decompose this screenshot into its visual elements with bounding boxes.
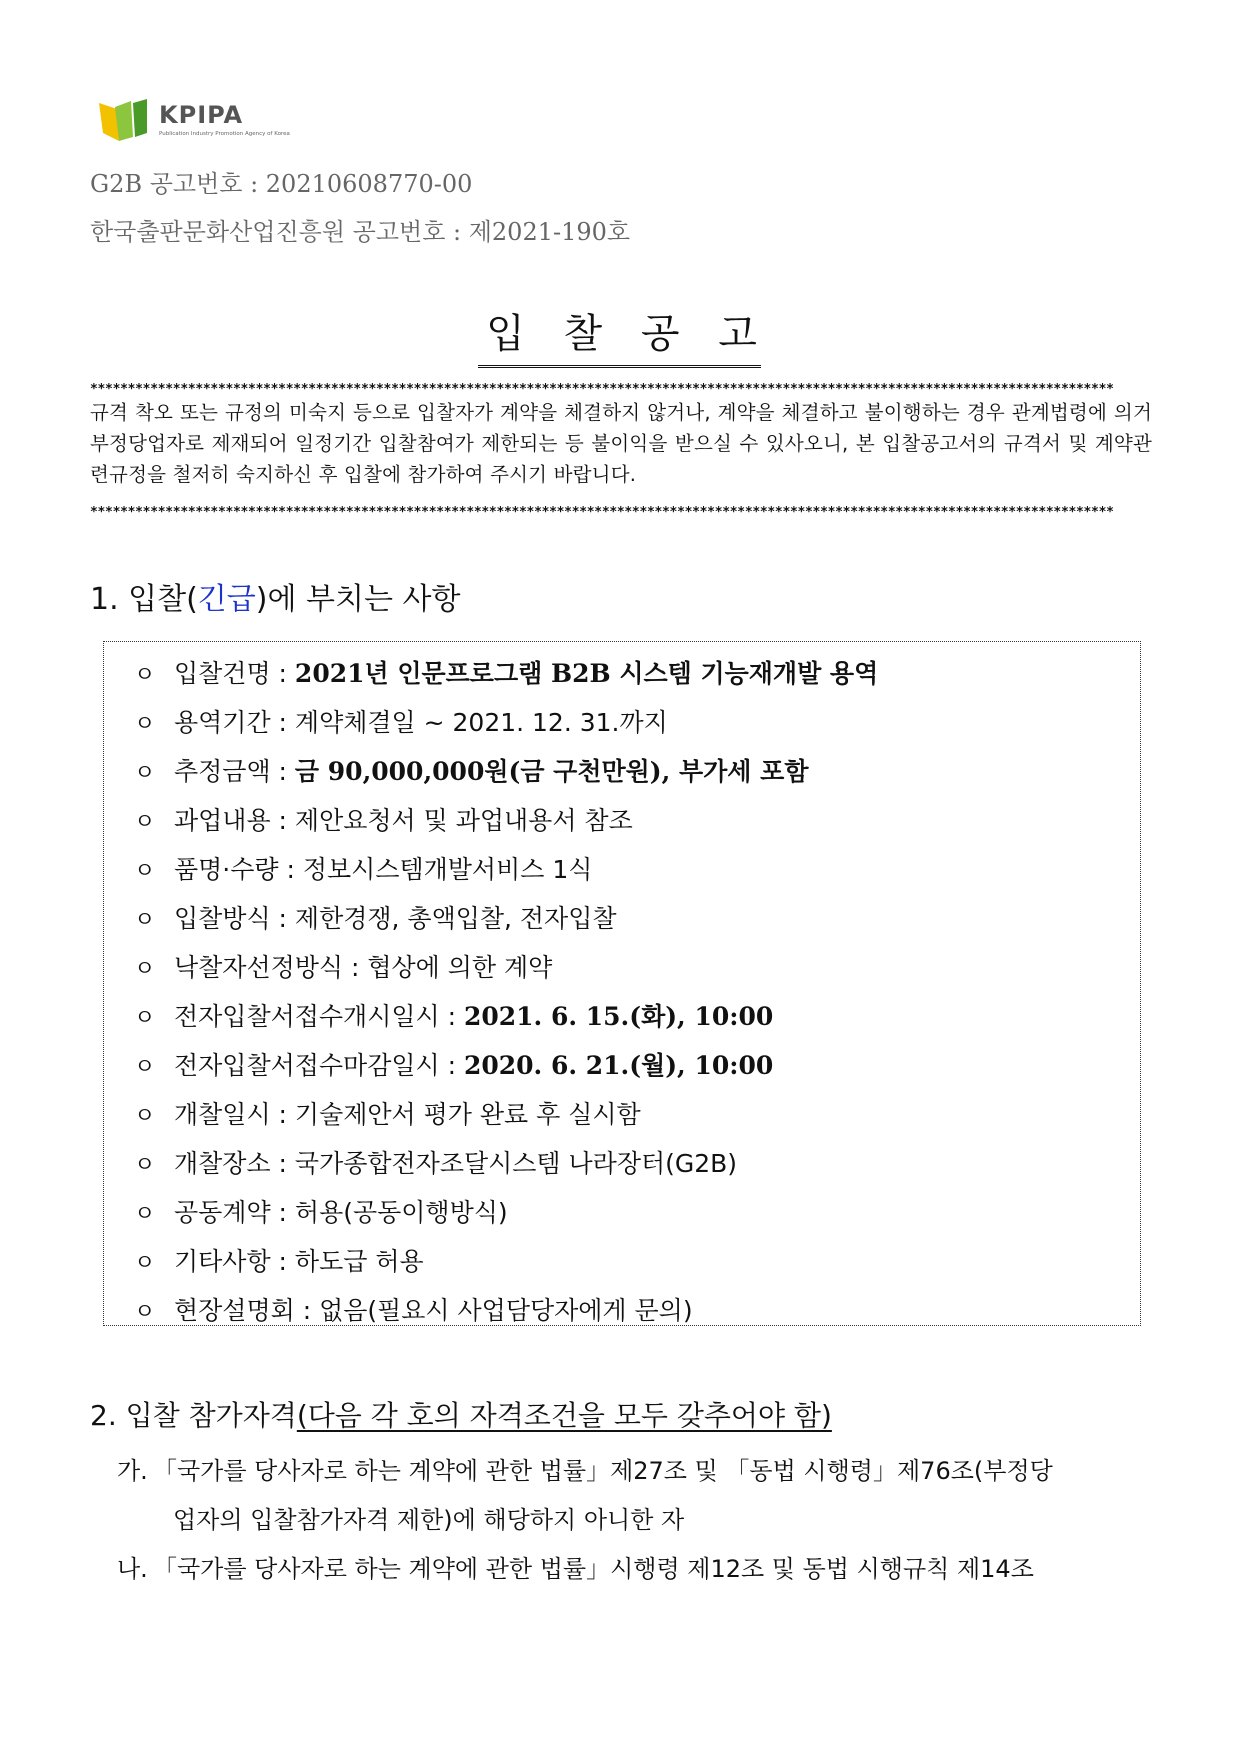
list-item: ㅇ 과업내용 : 제안요청서 및 과업내용서 참조 <box>134 806 633 835</box>
list-item: ㅇ 추정금액 : 금 90,000,000원(금 구천만원), 부가세 포함 <box>134 757 809 786</box>
section1-heading: 1. 입찰(긴급)에 부치는 사항 <box>90 582 461 617</box>
g2b-notice-number: G2B 공고번호 : 20210608770-00 <box>90 170 473 198</box>
urgent-label: 긴급 <box>197 582 256 617</box>
kpipa-logo <box>97 95 290 147</box>
clause-na-mark: 나. <box>117 1555 148 1583</box>
list-item: ㅇ 전자입찰서접수개시일시 : 2021. 6. 15.(화), 10:00 <box>134 1002 774 1031</box>
list-item: ㅇ 입찰방식 : 제한경쟁, 총액입찰, 전자입찰 <box>134 904 617 933</box>
clause-ga-line2: 업자의 입찰참가자격 제한)에 해당하지 아니한 자 <box>173 1506 685 1534</box>
notice-text: 규격 착오 또는 규정의 미숙지 등으로 입찰자가 계약을 체결하지 않거나, 계약을 체결하고 불이행하는 경우 관계법령에 의거 부정당업자로 제재되어 일정기간 입찰참여가 제한되는 등 불이익을 받으실 수 있사오니, 본 입찰공고서의 규격서 및 계약관련규정을 철저히 숙지하신 후 입찰에 참가하여 주시기 바랍니다. <box>90 401 1152 486</box>
list-item: ㅇ 공동계약 : 허용(공동이행방식) <box>134 1198 508 1227</box>
list-item: ㅇ 품명·수량 : 정보시스템개발서비스 1식 <box>134 855 593 884</box>
list-item: ㅇ 개찰장소 : 국가종합전자조달시스템 나라장터(G2B) <box>134 1149 738 1178</box>
bid-details-box <box>103 641 1141 1326</box>
clause-ga-mark: 가. <box>117 1457 148 1485</box>
list-item: ㅇ 용역기간 : 계약체결일 ~ 2021. 12. 31.까지 <box>134 708 668 737</box>
book-logo-icon <box>97 95 157 147</box>
notice-divider-bottom: **************************************************************************************************************************************** <box>90 505 1114 520</box>
kpipa-notice-number: 한국출판문화산업진흥원 공고번호 : 제2021-190호 <box>90 218 631 246</box>
notice-divider-top: **************************************************************************************************************************************** <box>90 382 1114 397</box>
logo-subtitle: Publication Industry Promotion Agency of Korea <box>159 131 290 137</box>
logo-wordmark: KPIPA <box>159 101 244 129</box>
list-item: ㅇ 낙찰자선정방식 : 협상에 의한 계약 <box>134 953 553 982</box>
list-item: ㅇ 입찰건명 : 2021년 인문프로그램 B2B 시스템 기능재개발 용역 <box>134 659 879 688</box>
list-item: ㅇ 현장설명회 : 없음(필요시 사업담당자에게 문의) <box>134 1296 693 1325</box>
section2-heading: 2. 입찰 참가자격(다음 각 호의 자격조건을 모두 갖추어야 함) <box>90 1399 832 1432</box>
list-item: ㅇ 개찰일시 : 기술제안서 평가 완료 후 실시함 <box>134 1100 641 1129</box>
clause-na-line1: 「국가를 당사자로 하는 계약에 관한 법률」시행령 제12조 및 동법 시행규칙 제14조 <box>153 1555 1034 1583</box>
list-item: ㅇ 전자입찰서접수마감일시 : 2020. 6. 21.(월), 10:00 <box>134 1051 774 1080</box>
clause-ga-line1: 「국가를 당사자로 하는 계약에 관한 법률」제27조 및 「동법 시행령」제76조(부정당 <box>153 1457 1053 1485</box>
page-title: 입 찰 공 고 <box>0 302 1239 368</box>
list-item: ㅇ 기타사항 : 하도급 허용 <box>134 1247 424 1276</box>
